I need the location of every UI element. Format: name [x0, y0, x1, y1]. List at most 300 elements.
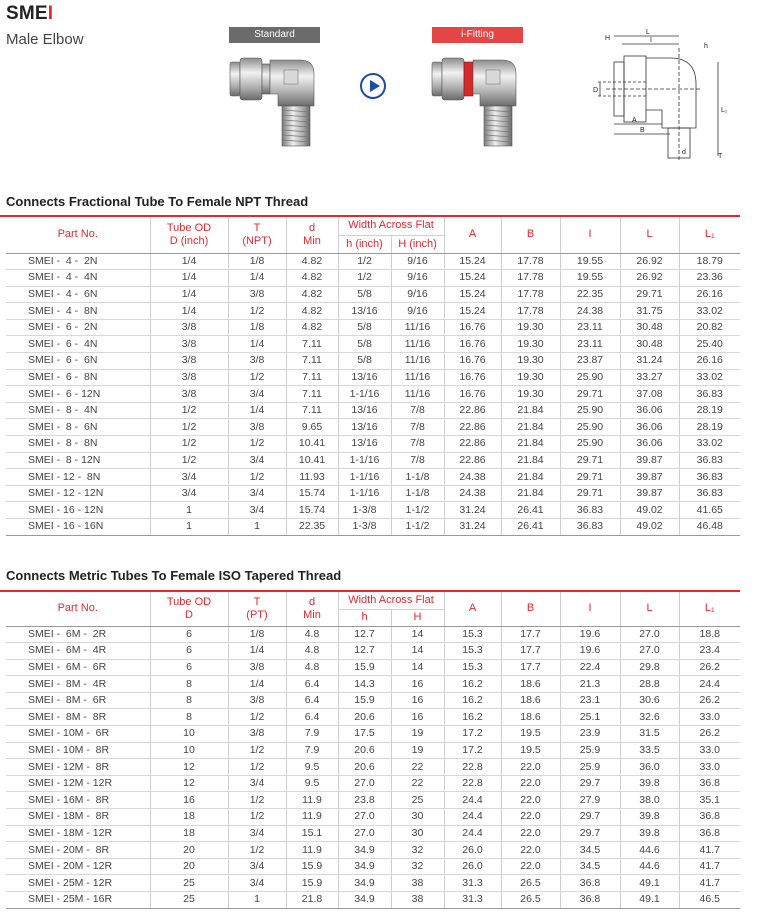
table-cell: 17.78 [501, 270, 560, 287]
table-cell: 20.82 [679, 319, 740, 336]
part-number-cell: SMEI - 6M - 4R [6, 643, 150, 660]
table-cell: 29.71 [560, 485, 620, 502]
table-cell: 1/2 [150, 436, 228, 453]
table-cell: 29.71 [560, 386, 620, 403]
table-cell: 9/16 [391, 303, 444, 320]
table-cell: 1/8 [228, 626, 286, 643]
table-row [6, 270, 740, 287]
table-cell: 11/16 [391, 336, 444, 353]
table-cell: 1/2 [150, 452, 228, 469]
play-arrow-icon [360, 73, 386, 99]
table-cell: 36.0 [620, 759, 679, 776]
table-cell: 36.06 [620, 402, 679, 419]
table-cell: 14 [391, 643, 444, 660]
table-cell: 1/2 [228, 469, 286, 486]
table-cell: 20.6 [338, 742, 391, 759]
table-cell: 23.87 [560, 353, 620, 370]
table-cell: 11/16 [391, 369, 444, 386]
header-width-across-flat: Width Across Flat [338, 217, 444, 235]
table-cell: 21.3 [560, 676, 620, 693]
table-cell: 18 [150, 825, 228, 842]
table-cell: 15.24 [444, 253, 501, 270]
table-cell: 3/8 [150, 386, 228, 403]
table-row [6, 692, 740, 709]
table-cell: 16.76 [444, 369, 501, 386]
table-cell: 3/8 [150, 369, 228, 386]
table-cell: 19.30 [501, 369, 560, 386]
table-cell: 7/8 [391, 402, 444, 419]
table-cell: 25.9 [560, 759, 620, 776]
ifitting-image [430, 50, 525, 150]
part-number-cell: SMEI - 6 - 12N [6, 386, 150, 403]
table-cell: 1/2 [228, 842, 286, 859]
table-cell: 3/8 [228, 726, 286, 743]
table-cell: 22.0 [501, 775, 560, 792]
table-cell: 21.84 [501, 469, 560, 486]
table-cell: 22.0 [501, 792, 560, 809]
table-cell: 16.76 [444, 336, 501, 353]
part-number-cell: SMEI - 12M - 8R [6, 759, 150, 776]
table-cell: 1 [150, 519, 228, 536]
table-cell: 16 [391, 692, 444, 709]
table-cell: 3/4 [228, 858, 286, 875]
drawing-label-A: A [632, 117, 637, 124]
header-waf-H: H [391, 609, 444, 626]
table-cell: 30.6 [620, 692, 679, 709]
table-row [6, 469, 740, 486]
table-cell: 1/4 [150, 253, 228, 270]
table-cell: 30.48 [620, 319, 679, 336]
table-cell: 3/8 [150, 353, 228, 370]
table-cell: 22.86 [444, 452, 501, 469]
table-row [6, 319, 740, 336]
table-cell: 31.3 [444, 892, 501, 909]
table-cell: 27.0 [338, 809, 391, 826]
part-number-cell: SMEI - 6M - 6R [6, 659, 150, 676]
table-cell: 1/4 [228, 676, 286, 693]
header-tube-od-unit: D (inch) [169, 234, 209, 247]
table-row [6, 303, 740, 320]
table-cell: 21.8 [286, 892, 338, 909]
table-cell: 3/4 [228, 386, 286, 403]
part-number-cell: SMEI - 8M - 4R [6, 676, 150, 693]
table-cell: 34.9 [338, 842, 391, 859]
table-cell: 26.5 [501, 875, 560, 892]
table-cell: 3/4 [150, 485, 228, 502]
header-l: L [620, 217, 679, 253]
table-cell: 20.6 [338, 759, 391, 776]
header-l1: L₁ [679, 592, 740, 626]
header-tube-od [150, 592, 228, 626]
header-d [286, 592, 338, 626]
table-cell: 17.2 [444, 726, 501, 743]
header-waf-H: H (inch) [391, 235, 444, 253]
table-cell: 10 [150, 726, 228, 743]
table-row [6, 353, 740, 370]
table-cell: 36.8 [679, 825, 740, 842]
table-cell: 22.86 [444, 402, 501, 419]
table-cell: 15.3 [444, 643, 501, 660]
table-cell: 26.16 [679, 353, 740, 370]
header-l1: L₁ [679, 217, 740, 253]
table-cell: 39.8 [620, 825, 679, 842]
header-part-no: Part No. [6, 217, 150, 253]
table-cell: 25.90 [560, 436, 620, 453]
table-cell: 18.79 [679, 253, 740, 270]
table-cell: 1/2 [228, 759, 286, 776]
table-cell: 19.55 [560, 253, 620, 270]
table-cell: 1-3/8 [338, 519, 391, 536]
table-row [6, 502, 740, 519]
table-cell: 11/16 [391, 319, 444, 336]
table-cell: 26.92 [620, 253, 679, 270]
table-row [6, 643, 740, 660]
part-number-cell: SMEI - 6 - 8N [6, 369, 150, 386]
table-cell: 34.5 [560, 858, 620, 875]
table-row [6, 792, 740, 809]
table-row [6, 386, 740, 403]
table-cell: 1 [228, 519, 286, 536]
table-cell: 3/8 [228, 659, 286, 676]
table-row [6, 369, 740, 386]
table-cell: 27.0 [338, 775, 391, 792]
table-cell: 15.1 [286, 825, 338, 842]
drawing-label-B: B [640, 127, 645, 134]
table-cell: 34.5 [560, 842, 620, 859]
part-number-cell: SMEI - 8M - 8R [6, 709, 150, 726]
table-cell: 22.86 [444, 436, 501, 453]
table-cell: 29.71 [560, 469, 620, 486]
part-number-cell: SMEI - 20M - 12R [6, 858, 150, 875]
table-cell: 4.82 [286, 270, 338, 287]
table-cell: 17.78 [501, 286, 560, 303]
table-cell: 39.8 [620, 775, 679, 792]
drawing-label-D: D [593, 87, 599, 94]
table-cell: 3/4 [228, 502, 286, 519]
table-cell: 25.1 [560, 709, 620, 726]
part-number-cell: SMEI - 10M - 6R [6, 726, 150, 743]
table-cell: 49.1 [620, 892, 679, 909]
table-cell: 41.7 [679, 858, 740, 875]
table-cell: 36.06 [620, 419, 679, 436]
table-cell: 33.0 [679, 709, 740, 726]
table-cell: 29.7 [560, 825, 620, 842]
table-cell: 1 [228, 892, 286, 909]
table-cell: 41.7 [679, 875, 740, 892]
table-cell: 3/4 [228, 485, 286, 502]
table-cell: 14.3 [338, 676, 391, 693]
part-number-cell: SMEI - 8 - 6N [6, 419, 150, 436]
table-cell: 10 [150, 742, 228, 759]
table-cell: 15.9 [338, 692, 391, 709]
table-cell: 36.83 [679, 452, 740, 469]
table-cell: 28.19 [679, 402, 740, 419]
table-cell: 33.0 [679, 742, 740, 759]
table-cell: 22.0 [501, 825, 560, 842]
table-cell: 7.11 [286, 336, 338, 353]
table-cell: 49.02 [620, 502, 679, 519]
table-cell: 30.48 [620, 336, 679, 353]
table-cell: 11.9 [286, 842, 338, 859]
table-cell: 17.7 [501, 659, 560, 676]
table-cell: 6 [150, 659, 228, 676]
table-cell: 7.11 [286, 353, 338, 370]
table-cell: 1-1/2 [391, 502, 444, 519]
table-cell: 22.0 [501, 842, 560, 859]
table-cell: 39.87 [620, 485, 679, 502]
table-cell: 33.0 [679, 759, 740, 776]
table-cell: 22.8 [444, 759, 501, 776]
table-cell: 26.2 [679, 692, 740, 709]
table-cell: 16.2 [444, 709, 501, 726]
table-cell: 14 [391, 659, 444, 676]
table-cell: 26.41 [501, 519, 560, 536]
table-cell: 17.5 [338, 726, 391, 743]
table-cell: 12.7 [338, 626, 391, 643]
table-cell: 41.65 [679, 502, 740, 519]
table-row [6, 452, 740, 469]
header-t [228, 217, 286, 253]
table-cell: 7.9 [286, 742, 338, 759]
header-t-label: T [253, 221, 261, 234]
table-cell: 39.87 [620, 469, 679, 486]
table-cell: 5/8 [338, 286, 391, 303]
table-cell: 32.6 [620, 709, 679, 726]
table-cell: 3/8 [228, 692, 286, 709]
table-cell: 3/4 [228, 825, 286, 842]
table-cell: 1-1/16 [338, 469, 391, 486]
table-cell: 22.35 [560, 286, 620, 303]
table-cell: 12 [150, 759, 228, 776]
table-cell: 33.02 [679, 303, 740, 320]
table-cell: 20 [150, 842, 228, 859]
table-cell: 9/16 [391, 286, 444, 303]
table-cell: 22 [391, 775, 444, 792]
table-cell: 18.6 [501, 676, 560, 693]
table-cell: 28.8 [620, 676, 679, 693]
dimension-drawing [578, 28, 748, 163]
table-cell: 31.5 [620, 726, 679, 743]
table-cell: 31.3 [444, 875, 501, 892]
table-cell: 41.7 [679, 842, 740, 859]
table-cell: 1/2 [228, 436, 286, 453]
header-t-label: T [253, 595, 261, 608]
table-cell: 1/4 [150, 303, 228, 320]
table-cell: 29.71 [560, 452, 620, 469]
table-cell: 19.5 [501, 726, 560, 743]
part-number-cell: SMEI - 16 - 16N [6, 519, 150, 536]
fractional-dimensions-table [6, 217, 740, 536]
table-cell: 26.2 [679, 726, 740, 743]
table-cell: 19.30 [501, 386, 560, 403]
page-subtitle: Male Elbow [6, 31, 84, 48]
table-cell: 1/4 [150, 286, 228, 303]
part-number-cell: SMEI - 16 - 12N [6, 502, 150, 519]
table-cell: 1 [150, 502, 228, 519]
table-cell: 17.78 [501, 253, 560, 270]
table-cell: 33.02 [679, 436, 740, 453]
table-cell: 19.6 [560, 643, 620, 660]
table-cell: 15.9 [286, 858, 338, 875]
table-cell: 3/4 [228, 452, 286, 469]
table-cell: 19 [391, 726, 444, 743]
table-cell: 23.36 [679, 270, 740, 287]
table-cell: 24.4 [679, 676, 740, 693]
table-cell: 19.55 [560, 270, 620, 287]
table-cell: 44.6 [620, 858, 679, 875]
table-cell: 24.4 [444, 792, 501, 809]
table-cell: 3/8 [150, 319, 228, 336]
table-cell: 13/16 [338, 436, 391, 453]
table-cell: 1-1/8 [391, 485, 444, 502]
header-d-label: d [308, 221, 316, 234]
part-number-cell: SMEI - 12 - 8N [6, 469, 150, 486]
table-cell: 34.9 [338, 875, 391, 892]
table-cell: 8 [150, 692, 228, 709]
part-number-cell: SMEI - 8 - 8N [6, 436, 150, 453]
table-cell: 10.41 [286, 452, 338, 469]
table-cell: 21.84 [501, 436, 560, 453]
table-cell: 7.11 [286, 402, 338, 419]
table-cell: 17.2 [444, 742, 501, 759]
table-cell: 5/8 [338, 319, 391, 336]
table-cell: 22.4 [560, 659, 620, 676]
header-i: I [560, 592, 620, 626]
table-cell: 1/2 [228, 303, 286, 320]
table-cell: 1/2 [228, 792, 286, 809]
table-cell: 6 [150, 626, 228, 643]
table-cell: 6.4 [286, 692, 338, 709]
table-cell: 4.8 [286, 643, 338, 660]
table-cell: 19.6 [560, 626, 620, 643]
table-cell: 31.75 [620, 303, 679, 320]
table-cell: 1/2 [338, 270, 391, 287]
drawing-label-H: H [605, 35, 611, 42]
table-cell: 16 [391, 709, 444, 726]
table-cell: 16.2 [444, 692, 501, 709]
table-cell: 24.38 [444, 469, 501, 486]
page-title [6, 3, 53, 25]
part-number-cell: SMEI - 6 - 2N [6, 319, 150, 336]
table-cell: 3/8 [228, 353, 286, 370]
table-cell: 16.76 [444, 319, 501, 336]
part-number-cell: SMEI - 4 - 2N [6, 253, 150, 270]
table-cell: 29.8 [620, 659, 679, 676]
header-t [228, 592, 286, 626]
table-cell: 27.9 [560, 792, 620, 809]
table-cell: 44.6 [620, 842, 679, 859]
table-cell: 13/16 [338, 419, 391, 436]
table-cell: 6 [150, 643, 228, 660]
part-number-cell: SMEI - 6 - 6N [6, 353, 150, 370]
table-cell: 7.11 [286, 369, 338, 386]
table-cell: 28.19 [679, 419, 740, 436]
table-cell: 36.83 [679, 469, 740, 486]
table-cell: 9/16 [391, 270, 444, 287]
table-row [6, 709, 740, 726]
table-cell: 31.24 [444, 502, 501, 519]
table-cell: 23.11 [560, 319, 620, 336]
table-cell: 9/16 [391, 253, 444, 270]
table-cell: 11/16 [391, 386, 444, 403]
table-cell: 18 [150, 809, 228, 826]
header-a: A [444, 217, 501, 253]
header-tube-od [150, 217, 228, 253]
table-cell: 15.9 [286, 875, 338, 892]
table-row [6, 336, 740, 353]
table-cell: 4.8 [286, 626, 338, 643]
table-cell: 36.83 [679, 386, 740, 403]
table-cell: 7/8 [391, 452, 444, 469]
table-cell: 4.82 [286, 303, 338, 320]
table-cell: 4.82 [286, 319, 338, 336]
table-cell: 3/4 [228, 875, 286, 892]
table-cell: 32 [391, 858, 444, 875]
table-cell: 33.5 [620, 742, 679, 759]
table-cell: 26.16 [679, 286, 740, 303]
drawing-label-L1: L₁ [721, 107, 728, 114]
table-cell: 11.9 [286, 809, 338, 826]
table-cell: 26.0 [444, 858, 501, 875]
table-cell: 7.9 [286, 726, 338, 743]
header-b: B [501, 217, 560, 253]
table-cell: 25 [150, 875, 228, 892]
table-row [6, 286, 740, 303]
table-cell: 15.3 [444, 659, 501, 676]
table-cell: 25.90 [560, 402, 620, 419]
header-t-unit: (PT) [246, 608, 268, 621]
table-cell: 23.11 [560, 336, 620, 353]
drawing-label-L: L [646, 29, 650, 36]
table-cell: 21.84 [501, 402, 560, 419]
table-cell: 24.38 [560, 303, 620, 320]
table-cell: 38 [391, 892, 444, 909]
table-cell: 5/8 [338, 336, 391, 353]
header-tube-od-label: Tube OD [166, 595, 212, 608]
table-row [6, 402, 740, 419]
table-cell: 6.4 [286, 676, 338, 693]
table-cell: 36.06 [620, 436, 679, 453]
table-row [6, 659, 740, 676]
table-cell: 21.84 [501, 419, 560, 436]
part-number-cell: SMEI - 25M - 16R [6, 892, 150, 909]
table-cell: 26.92 [620, 270, 679, 287]
header-tube-od-unit: D [185, 608, 193, 621]
table-cell: 34.9 [338, 892, 391, 909]
table-cell: 10.41 [286, 436, 338, 453]
table-cell: 23.9 [560, 726, 620, 743]
table-cell: 1-1/16 [338, 485, 391, 502]
table-cell: 31.24 [444, 519, 501, 536]
table-cell: 29.7 [560, 809, 620, 826]
header-b: B [501, 592, 560, 626]
table-cell: 15.3 [444, 626, 501, 643]
part-number-cell: SMEI - 4 - 6N [6, 286, 150, 303]
table-cell: 22 [391, 759, 444, 776]
table-row [6, 842, 740, 859]
drawing-label-d: d [682, 149, 686, 156]
part-number-cell: SMEI - 4 - 8N [6, 303, 150, 320]
table-cell: 25.90 [560, 419, 620, 436]
table-cell: 36.83 [560, 519, 620, 536]
table-cell: 8 [150, 709, 228, 726]
table-cell: 4.82 [286, 253, 338, 270]
table-cell: 14 [391, 626, 444, 643]
table-cell: 19.30 [501, 353, 560, 370]
table-cell: 29.7 [560, 775, 620, 792]
part-number-cell: SMEI - 10M - 8R [6, 742, 150, 759]
table-cell: 27.0 [620, 643, 679, 660]
